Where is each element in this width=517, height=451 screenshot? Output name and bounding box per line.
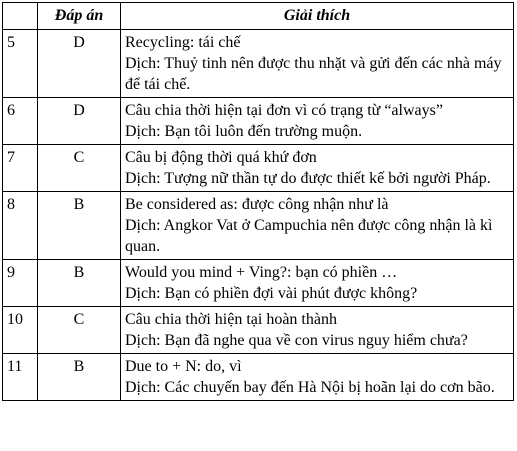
question-number: 9 <box>3 260 38 307</box>
answer-letter: B <box>38 260 121 307</box>
translation-text: Dịch: Tượng nữ thần tự do được thiết kế bởi người Pháp. <box>125 170 491 187</box>
explanation-cell <box>121 192 514 260</box>
explanation-cell <box>121 307 514 354</box>
answer-letter: B <box>38 192 121 260</box>
translation-text: Dịch: Thuỷ tinh nên được thu nhặt và gửi đến các nhà máy để tái chế. <box>125 55 502 93</box>
answer-letter: B <box>38 354 121 401</box>
question-number: 8 <box>3 192 38 260</box>
explanation-cell <box>121 354 514 401</box>
translation-text: Dịch: Angkor Vat ở Campuchia nên được công nhận là kì quan. <box>125 217 493 255</box>
header-answer: Đáp án <box>38 3 121 30</box>
question-number: 11 <box>3 354 38 401</box>
table-row <box>3 354 514 401</box>
explanation-text: Câu chia thời hiện tại đơn vì có trạng từ “always” <box>125 102 443 119</box>
question-number: 7 <box>3 145 38 192</box>
explanation-text: Be considered as: được công nhận như là <box>125 196 389 213</box>
table-row <box>3 260 514 307</box>
answer-letter: D <box>38 98 121 145</box>
answer-letter: D <box>38 30 121 98</box>
answer-letter: C <box>38 307 121 354</box>
explanation-text: Recycling: tái chế <box>125 34 241 51</box>
table-row <box>3 192 514 260</box>
question-number: 10 <box>3 307 38 354</box>
explanation-text: Câu chia thời hiện tại hoàn thành <box>125 311 337 328</box>
explanation-cell <box>121 30 514 98</box>
explanation-cell <box>121 145 514 192</box>
translation-text: Dịch: Bạn đã nghe qua về con virus nguy hiểm chưa? <box>125 332 468 349</box>
header-row <box>3 3 514 30</box>
explanation-text: Câu bị động thời quá khứ đơn <box>125 149 317 166</box>
header-explanation: Giải thích <box>121 3 514 30</box>
table-row <box>3 307 514 354</box>
explanation-cell <box>121 260 514 307</box>
translation-text: Dịch: Bạn có phiền đợi vài phút được không? <box>125 285 418 302</box>
translation-text: Dịch: Bạn tôi luôn đến trường muộn. <box>125 123 363 140</box>
explanation-cell <box>121 98 514 145</box>
translation-text: Dịch: Các chuyến bay đến Hà Nội bị hoãn lại do cơn bão. <box>125 379 495 396</box>
table-row <box>3 145 514 192</box>
question-number: 6 <box>3 98 38 145</box>
explanation-text: Would you mind + Ving?: bạn có phiền … <box>125 264 398 281</box>
answer-key-table <box>2 2 514 401</box>
question-number: 5 <box>3 30 38 98</box>
explanation-text: Due to + N: do, vì <box>125 358 242 375</box>
header-number <box>3 3 38 30</box>
answer-letter: C <box>38 145 121 192</box>
table-row <box>3 98 514 145</box>
table-row <box>3 30 514 98</box>
